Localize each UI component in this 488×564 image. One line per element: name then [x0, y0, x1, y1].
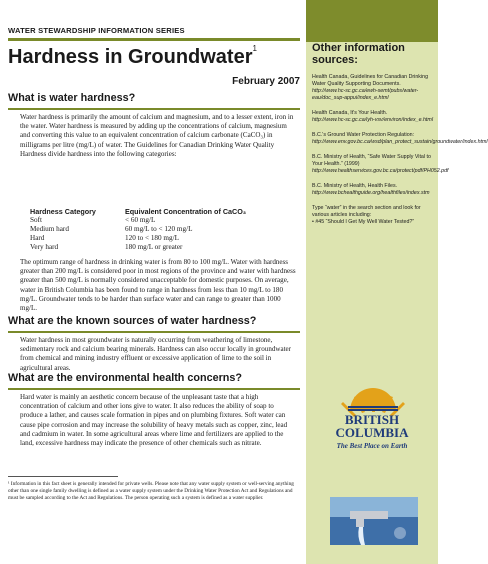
bc-logo-line2: COLUMBIA	[335, 425, 409, 440]
water-faucet-photo	[330, 497, 418, 545]
section-rule	[8, 388, 300, 390]
table-cell-concentration: 180 mg/L or greater	[125, 243, 183, 251]
table-cell-category: Medium hard	[30, 225, 69, 233]
table-cell-concentration: 120 to < 180 mg/L	[125, 234, 179, 242]
source-text: Health Canada, It's Your Health.	[312, 110, 388, 116]
publication-date: February 2007	[232, 76, 300, 87]
source-link[interactable]: http://www.hc-sc.gc.ca/ewh-semt/pubs/water-eau/doc_sup-appui/index_e.html	[312, 88, 419, 101]
bc-logo-slogan: The Best Place on Earth	[336, 442, 408, 450]
section-heading-hardness: What is water hardness?	[8, 92, 136, 104]
section-rule	[8, 108, 300, 110]
table-row	[30, 216, 290, 225]
bc-logo-wordmark	[314, 413, 430, 439]
source-text: B.C. Ministry of Health, “Safe Water Supply Vital to Your Health.” (1999)	[312, 154, 431, 167]
paragraph-sources: Water hardness in most groundwater is naturally occurring from weathering of limestone, sedimentary rock and calcium bearing minerals. Hardness can also occur locally in groundwater from chemical and mining industry effluent or excessive application of lime to the soil in agricultural areas.	[20, 336, 292, 372]
title-text: Hardness in Groundwater	[8, 46, 253, 68]
table-header-row	[30, 207, 290, 216]
sidebar-title: Other information sources:	[312, 42, 405, 66]
table-row	[30, 225, 290, 234]
source-link[interactable]: http://www.env.gov.bc.ca/wsd/plan_protect_sustain/groundwater/index.html	[312, 139, 488, 145]
source-item	[312, 183, 434, 197]
source-link[interactable]: http://www.hc-sc.gc.ca/iyh-vsv/environ/index_e.html	[312, 117, 433, 123]
source-text: B.C. Ministry of Health, Health Files.	[312, 183, 398, 189]
source-link[interactable]: http://www.bchealthguide.org/healthfiles/index.stm	[312, 190, 430, 196]
table-cell-category: Soft	[30, 216, 42, 224]
paragraph-definition: Water hardness is primarily the amount of calcium and magnesium, and to a lesser extent, iron in the water. Water hardness is measured by adding up the concentrations of calcium, magnesium and converting this value to an equivalent concentration of calcium carbonate (CaCO₃) in milligrams per litre (mg/L) of water. The Guidelines for Canadian Drinking Water Quality Hardness divide hardness into the following categories:	[20, 113, 294, 158]
bc-logo-line1: BRITISH	[344, 412, 400, 427]
paragraph-health: Hard water is mainly an aesthetic concern because of the unpleasant taste that a high concentration of calcium and other ions give to water. It also reduces the ability of soap to produce a lather, and causes scale formation in pipes and on plumbing fixtures. Soft water can cause pipe corrosion and may increase the solubility of heavy metals such as copper, zinc, lead and cadmium in water. In some agricultural areas where lime and fertilizers are applied to the land, excessive hardness may indicate the presence of other chemicals such as nitrate.	[20, 393, 288, 448]
hardness-table	[30, 207, 290, 252]
source-text: Health Canada, Guidelines for Canadian Drinking Water Quality Supporting Documents.	[312, 74, 429, 87]
series-label: WATER STEWARDSHIP INFORMATION SERIES	[8, 26, 185, 35]
table-header-category: Hardness Category	[30, 207, 96, 216]
source-item	[312, 110, 434, 124]
source-text: Type “water” in the search section and look for various articles including:	[312, 205, 421, 218]
source-item	[312, 132, 488, 146]
footnote-rule	[8, 476, 118, 477]
page-title	[8, 46, 257, 69]
section-rule	[8, 331, 300, 333]
source-item	[312, 74, 434, 102]
table-cell-category: Hard	[30, 234, 45, 242]
table-row	[30, 234, 290, 243]
source-link[interactable]: http://www.healthservices.gov.bc.ca/protect/pdf/PH052.pdf	[312, 168, 449, 174]
source-text: B.C.'s Ground Water Protection Regulation:	[312, 132, 415, 138]
source-article: • #45 “Should I Get My Well Water Tested?”	[312, 219, 415, 225]
header-rule	[8, 38, 300, 41]
sidebar-top-band	[306, 0, 438, 42]
table-row	[30, 243, 290, 252]
section-heading-health: What are the environmental health concerns?	[8, 372, 242, 384]
table-cell-category: Very hard	[30, 243, 59, 251]
table-header-concentration: Equivalent Concentration of CaCO₃	[125, 207, 247, 216]
source-item	[312, 154, 449, 175]
footnote: ¹ Information in this fact sheet is generally intended for private wells. Please note that any water supply system or well-serving anything other than one single family dwelling is defined as a water supply system under the Drinking Water Protection Act and Regulations and must be sampled according to the Act and Regulations. The person operating such a system is defined as a water supplier.	[8, 481, 294, 501]
section-heading-sources: What are the known sources of water hardness?	[8, 315, 257, 327]
table-cell-concentration: 60 mg/L to < 120 mg/L	[125, 225, 193, 233]
source-item	[312, 205, 434, 226]
sidebar-content	[312, 42, 488, 226]
title-footnote-marker: 1	[252, 44, 257, 53]
table-cell-concentration: < 60 mg/L	[125, 216, 156, 224]
paragraph-optimum-range: The optimum range of hardness in drinking water is from 80 to 100 mg/L. Water with hardness greater than 200 mg/L is considered poor in most regions of the province and water with hardness greater than 500 mg/L is normally considered unacceptable for domestic purposes. On average, water in British Columbia has been found to range in hardness from less than 10 mg/L to 180 mg/L. Groundwater tends to be harder than surface water and can range to greater than 1000 mg/L.	[20, 258, 296, 313]
